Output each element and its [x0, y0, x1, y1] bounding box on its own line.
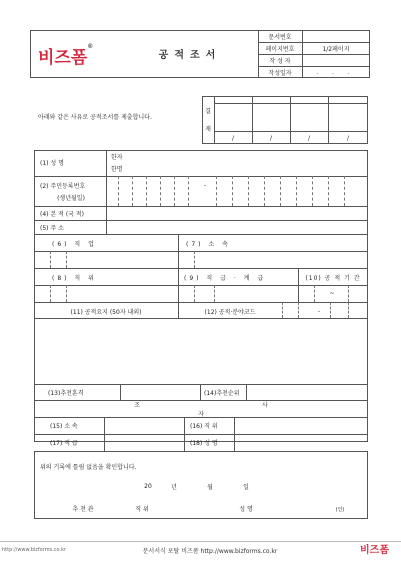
meta-value-doc-number[interactable]	[302, 30, 370, 42]
rank-label: (9) 직 급 · 계 급	[184, 274, 267, 282]
position-input[interactable]	[67, 286, 177, 301]
job-input[interactable]	[67, 252, 177, 267]
footer-center-text[interactable]: 문서서식 포탈 비즈폼 http://www.bizforms.co.kr	[142, 547, 278, 555]
investigator-header-text: 조 사 자	[134, 402, 328, 418]
approval-slash-2: /	[269, 134, 273, 142]
date-year[interactable]: 20	[144, 482, 152, 490]
inv-position-input[interactable]	[235, 418, 367, 433]
logo-text: 비즈폼	[38, 48, 88, 68]
meta-label-author: 작 성 자	[269, 57, 291, 65]
sign-name: 성 명	[239, 505, 253, 513]
meta-value-author[interactable]	[302, 54, 370, 66]
approval-slash-1: /	[231, 134, 235, 142]
recommend-rank-label: (14)추천순위	[204, 389, 240, 397]
inv-rank-input[interactable]	[105, 435, 183, 450]
inv-affiliation-label: (15) 소 속	[50, 422, 78, 430]
origin-label: (4) 본 적 (국 적)	[40, 210, 84, 218]
rrn-sub-label: (생년월일)	[57, 194, 85, 202]
date-day: 일	[243, 483, 249, 491]
document-title: 공적조서	[158, 49, 222, 61]
rank-input[interactable]	[215, 286, 297, 301]
position-label: (8) 직 위	[52, 274, 97, 282]
approval-label-top: 결	[205, 107, 211, 115]
inv-name-label: (18) 성 명	[190, 439, 218, 447]
summary-label: (11) 공적요지 (50자 내외)	[70, 308, 142, 316]
code-label: (12) 공적·분야코드	[204, 308, 256, 316]
recommend-type-label: (13)추천훈격	[48, 389, 84, 397]
date-year-unit: 년	[171, 483, 177, 491]
rrn-dash: -	[203, 181, 207, 189]
approval-slash-3: /	[307, 134, 311, 142]
sign-recommender: 추 천 관	[72, 505, 94, 513]
name-label: (1) 성 명	[40, 159, 64, 167]
meta-label-date: 작성일자	[268, 69, 292, 77]
summary-textarea[interactable]	[35, 319, 367, 384]
footer-left-url[interactable]: http://www.bizforms.co.kr	[2, 547, 67, 553]
period-dash: ~	[329, 289, 335, 297]
rrn-input-area[interactable]	[107, 192, 366, 205]
address-input[interactable]	[107, 221, 367, 233]
sign-seal: (인)	[335, 506, 345, 513]
job-label: (6) 직 업	[52, 240, 97, 248]
meta-value-page: 1/2페이지	[322, 45, 350, 53]
investigator-header	[34, 402, 368, 416]
recommend-rank-input[interactable]	[247, 385, 367, 399]
approval-label-bottom: 재	[205, 125, 211, 133]
date-month: 월	[207, 483, 213, 491]
sign-position: 직 위	[135, 505, 149, 513]
name-hanja-label: 한자	[111, 154, 123, 161]
affiliation-label: (7) 소 속	[186, 240, 231, 248]
recommend-type-input[interactable]	[121, 385, 199, 399]
origin-input[interactable]	[107, 207, 367, 219]
affiliation-input[interactable]	[195, 252, 367, 267]
inv-rank-label: (17) 직 급	[50, 439, 78, 447]
intro-text: 아래와 같은 사유로 공적조서를 제출합니다.	[38, 113, 152, 121]
confirm-text: 위의 기록에 틀림 없음을 확인합니다.	[40, 463, 137, 471]
meta-label-page: 페이지번호	[265, 45, 295, 53]
code-dash: -	[317, 307, 321, 315]
logo-mark: ®	[87, 43, 94, 50]
inv-position-label: (16) 직 위	[190, 422, 218, 430]
rrn-label: (2) 주민등록번호	[40, 182, 86, 190]
approval-slash-4: /	[346, 134, 350, 142]
meta-label-doc-number: 문서번호	[268, 33, 292, 41]
footer-rule	[0, 541, 401, 542]
meta-value-date[interactable]: . . .	[316, 68, 356, 76]
logo	[38, 43, 93, 68]
inv-name-input[interactable]	[235, 435, 367, 450]
period-label: (10) 공 적 기 간	[305, 274, 361, 282]
address-label: (5) 주 소	[40, 224, 64, 232]
footer-logo: 비즈폼	[360, 545, 389, 556]
inv-affiliation-input[interactable]	[105, 418, 183, 433]
name-korean-label: 한명	[111, 166, 123, 173]
